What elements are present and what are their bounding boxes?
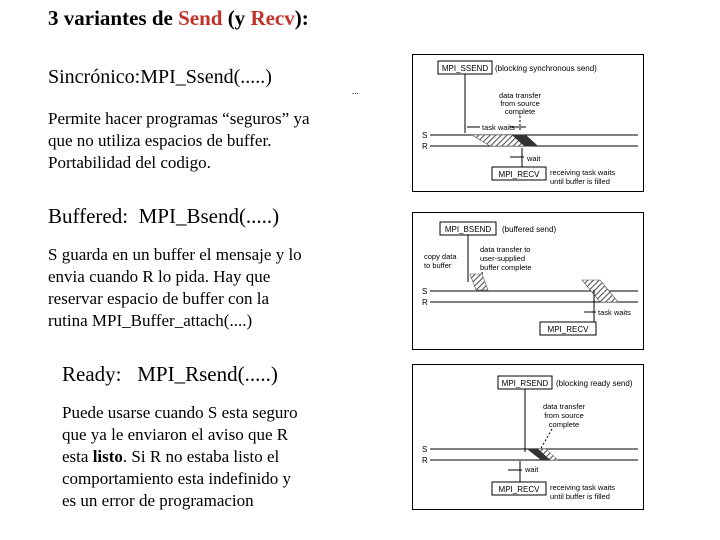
copy-label: to buffer (424, 261, 452, 270)
recv-box-label: MPI_RECV (498, 485, 540, 494)
ready-listo-emphasis: listo (92, 447, 123, 466)
ready-line: que ya le enviaron el aviso que R (62, 425, 289, 444)
send-box-label: MPI_BSEND (444, 225, 492, 234)
title-suffix: ): (294, 6, 309, 30)
copy-label: copy data (424, 252, 457, 261)
wait-label: wait (525, 465, 539, 474)
transfer-label: data transfer (542, 402, 586, 411)
transfer-label: complete (548, 420, 580, 429)
recv-note: until buffer is filled (550, 177, 610, 186)
sync-description (48, 108, 378, 174)
send-box-label: MPI_SSEND (441, 64, 489, 73)
receiver-label: R (422, 142, 428, 151)
recv-note: receiving task waits (550, 168, 616, 177)
sync-heading (48, 66, 272, 89)
sync-label: Sincrónico: (48, 66, 141, 88)
transfer-label: complete (504, 107, 536, 116)
ready-call: MPI_Rsend(.....) (137, 362, 278, 386)
buffered-heading (48, 204, 279, 229)
transfer-label: buffer complete (480, 263, 532, 272)
ready-line: es un error de programacion (62, 491, 254, 510)
ready-line: Puede usarse cuando S esta seguro (62, 403, 298, 422)
ready-line-part: esta (62, 447, 93, 466)
title-mid: (y (222, 6, 251, 30)
transfer-label: user-supplied (480, 254, 526, 263)
sync-line: Permite hacer programas “seguros” ya (48, 109, 310, 128)
title-recv: Recv (250, 6, 295, 30)
sync-ellipsis: ... (352, 86, 359, 96)
sender-label: S (422, 287, 428, 296)
sync-call: MPI_Ssend(.....) (140, 66, 272, 88)
transfer-label: data transfer (498, 91, 542, 100)
ssend-diagram (412, 54, 644, 192)
sender-label: S (422, 445, 428, 454)
sync-line: que no utiliza espacios de buffer. (48, 131, 272, 150)
transfer-label: data transfer to (480, 245, 531, 254)
ready-line: comportamiento esta indefinido y (62, 469, 291, 488)
recv-note: until buffer is filled (550, 492, 610, 501)
recv-box-label: MPI_RECV (498, 170, 540, 179)
title-prefix: 3 variantes de (48, 6, 179, 30)
buffered-label: Buffered: (48, 204, 129, 228)
buffered-line: reservar espacio de buffer con la (48, 289, 270, 308)
transfer-label: from source (500, 99, 540, 108)
send-note: (blocking synchronous send) (495, 64, 597, 73)
send-note: (buffered send) (502, 225, 557, 234)
receiver-label: R (422, 298, 428, 307)
recv-note: receiving task waits (550, 483, 616, 492)
bsend-diagram (412, 212, 644, 350)
ready-description (62, 402, 362, 512)
sync-line: Portabilidad del codigo. (48, 153, 211, 172)
title-send: Send (178, 6, 223, 30)
buffered-line: envia cuando R lo pida. Hay que (48, 267, 271, 286)
transfer-label: from source (544, 411, 584, 420)
ready-heading (62, 362, 278, 387)
buffered-description (48, 244, 378, 332)
task-waits-label: task waits (598, 308, 631, 317)
task-waits-label: task waits (482, 123, 515, 132)
ready-label: Ready: (62, 362, 122, 386)
send-box-label: MPI_RSEND (501, 379, 549, 388)
ready-line-part: . Si R no estaba listo el (122, 447, 280, 466)
buffered-line: S guarda en un buffer el mensaje y lo (48, 245, 302, 264)
buffered-call: MPI_Bsend(.....) (138, 204, 280, 228)
send-note: (blocking ready send) (556, 379, 633, 388)
rsend-diagram (412, 364, 644, 510)
sender-label: S (422, 131, 428, 140)
ready-line (62, 446, 362, 468)
recv-box-label: MPI_RECV (547, 325, 589, 334)
receiver-label: R (422, 456, 428, 465)
buffered-line: rutina MPI_Buffer_attach(....) (48, 311, 253, 330)
slide-title (48, 6, 309, 31)
wait-label: wait (527, 154, 541, 163)
